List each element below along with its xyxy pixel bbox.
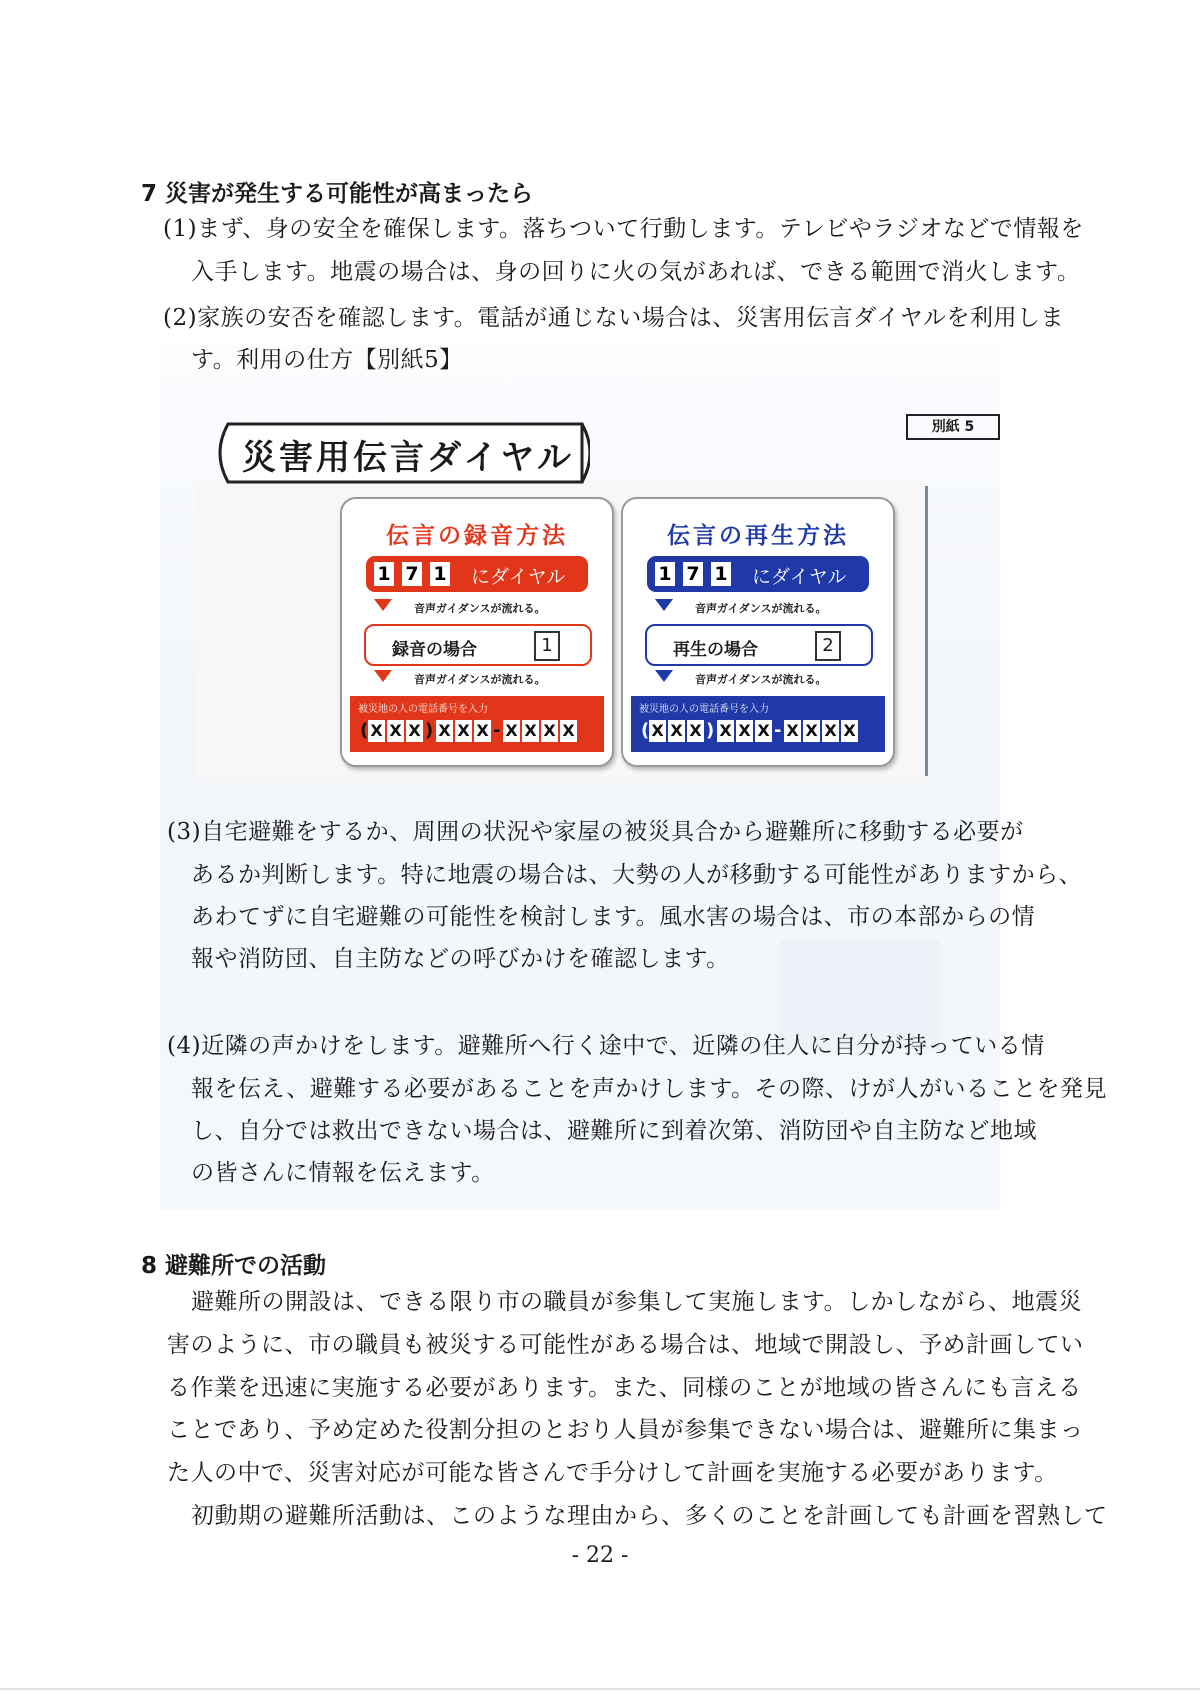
playback-method-panel (621, 497, 895, 767)
x-cell: X (522, 720, 539, 742)
x-cell: X (406, 720, 423, 742)
playback-dial-label: にダイヤル (752, 566, 847, 588)
arrow-down-icon (374, 599, 392, 611)
record-digit-3: 1 (430, 562, 450, 586)
x-cell: X (803, 720, 820, 742)
arrow-down-icon (655, 670, 673, 682)
section-7-item-1-line-1: (1)まず、身の安全を確保します。落ちついて行動します。テレビやラジオなどで情報を (163, 216, 1084, 242)
record-guidance-1: 音声ガイダンスが流れる。 (414, 602, 546, 615)
playback-panel-title: 伝言の再生方法 (667, 523, 849, 549)
section-8-line-2: 害のように、市の職員も被災する可能性がある場合は、地域で開設し、予め計画してい (167, 1332, 1084, 1358)
x-cell: X (474, 720, 491, 742)
figure-title: 災害用伝言ダイヤル (242, 438, 574, 478)
section-7-heading: 7 災害が発生する可能性が高まったら (141, 181, 534, 207)
x-cell: X (368, 720, 385, 742)
x-cell: X (455, 720, 472, 742)
dash: - (774, 720, 782, 741)
x-cell: X (784, 720, 801, 742)
record-case-number: 1 (534, 631, 560, 661)
playback-case-label: 再生の場合 (673, 640, 758, 660)
record-digit-2: 7 (402, 562, 422, 586)
section-8-line-3: る作業を迅速に実施する必要があります。また、同様のことが地域の皆さんにも言える (167, 1375, 1082, 1401)
section-7-item-3-line-1: (3)自宅避難をするか、周囲の状況や家屋の被災具合から避難所に移動する必要が (167, 819, 1024, 845)
playback-dial-bar (647, 556, 869, 592)
x-cell: X (841, 720, 858, 742)
record-panel-title: 伝言の録音方法 (386, 523, 568, 549)
section-7-item-2-line-1: (2)家族の安否を確認します。電話が通じない場合は、災害用伝言ダイヤルを利用しま (163, 305, 1065, 331)
x-cell: X (717, 720, 734, 742)
x-cell: X (755, 720, 772, 742)
figure-rule (925, 486, 928, 776)
playback-guidance-1: 音声ガイダンスが流れる。 (695, 602, 827, 615)
x-cell: X (387, 720, 404, 742)
section-8-line-4: ことであり、予め定めた役割分担のとおり人員が参集できない場合は、避難所に集まっ (167, 1417, 1084, 1443)
x-cell: X (687, 720, 704, 742)
arrow-down-icon (655, 599, 673, 611)
figure-title-banner (210, 422, 590, 484)
x-cell: X (541, 720, 558, 742)
record-dial-label: にダイヤル (471, 566, 566, 588)
playback-number-input-block (631, 696, 885, 752)
annex-tag: 別紙 5 (906, 414, 1000, 440)
section-7-item-3-line-2: あるか判断します。特に地震の場合は、大勢の人が移動する可能性がありますから、 (191, 862, 1083, 888)
section-8-line-6: 初動期の避難所活動は、このような理由から、多くのことを計画しても計画を習熟して (191, 1503, 1108, 1529)
record-method-panel (340, 497, 614, 767)
record-number-input-block (350, 696, 604, 752)
x-cell: X (436, 720, 453, 742)
section-7-item-4-line-1: (4)近隣の声かけをします。避難所へ行く途中で、近隣の住人に自分が持っている情 (167, 1033, 1045, 1059)
paren-close: ) (425, 720, 434, 741)
playback-digit-2: 7 (683, 562, 703, 586)
x-cell: X (503, 720, 520, 742)
playback-guidance-2: 音声ガイダンスが流れる。 (695, 673, 827, 686)
record-digit-1: 1 (374, 562, 394, 586)
record-case-label: 録音の場合 (392, 640, 477, 660)
playback-input-label: 被災地の人の電話番号を入力 (639, 704, 769, 715)
paren-open: ( (360, 720, 369, 741)
section-7-item-3-line-4: 報や消防団、自主防などの呼びかけを確認します。 (191, 946, 730, 972)
record-input-label: 被災地の人の電話番号を入力 (358, 704, 488, 715)
record-case-box (364, 624, 592, 666)
section-7-item-3-line-3: あわてずに自宅避難の可能性を検討します。風水害の場合は、市の本部からの情 (191, 904, 1036, 930)
scan-edge (0, 1688, 1200, 1690)
record-guidance-2: 音声ガイダンスが流れる。 (414, 673, 546, 686)
section-7-item-4-line-4: の皆さんに情報を伝えます。 (191, 1160, 495, 1186)
x-cell: X (822, 720, 839, 742)
paren-open: ( (641, 720, 650, 741)
playback-digit-3: 1 (711, 562, 731, 586)
playback-case-box (645, 624, 873, 666)
x-cell: X (649, 720, 666, 742)
section-8-heading: 8 避難所での活動 (141, 1253, 327, 1279)
section-7-item-2-line-2: す。利用の仕方【別紙5】 (191, 347, 463, 373)
section-8-line-1: 避難所の開設は、できる限り市の職員が参集して実施します。しかしながら、地震災 (191, 1289, 1083, 1315)
arrow-down-icon (374, 670, 392, 682)
playback-digit-1: 1 (655, 562, 675, 586)
paren-close: ) (706, 720, 715, 741)
section-7-item-4-line-2: 報を伝え、避難する必要があることを声かけします。その際、けが人がいることを発見 (191, 1076, 1108, 1102)
section-8-line-5: た人の中で、災害対応が可能な皆さんで手分けして計画を実施する必要があります。 (167, 1460, 1058, 1486)
x-cell: X (668, 720, 685, 742)
dash: - (493, 720, 501, 741)
section-7-item-1-line-2: 入手します。地震の場合は、身の回りに火の気があれば、できる範囲で消火します。 (191, 259, 1081, 285)
playback-case-number: 2 (815, 631, 841, 661)
x-cell: X (736, 720, 753, 742)
page-number: - 22 - (571, 1543, 629, 1568)
record-dial-bar (366, 556, 588, 592)
section-7-item-4-line-3: し、自分では救出できない場合は、避難所に到着次第、消防団や自主防など地域 (191, 1118, 1037, 1144)
x-cell: X (560, 720, 577, 742)
